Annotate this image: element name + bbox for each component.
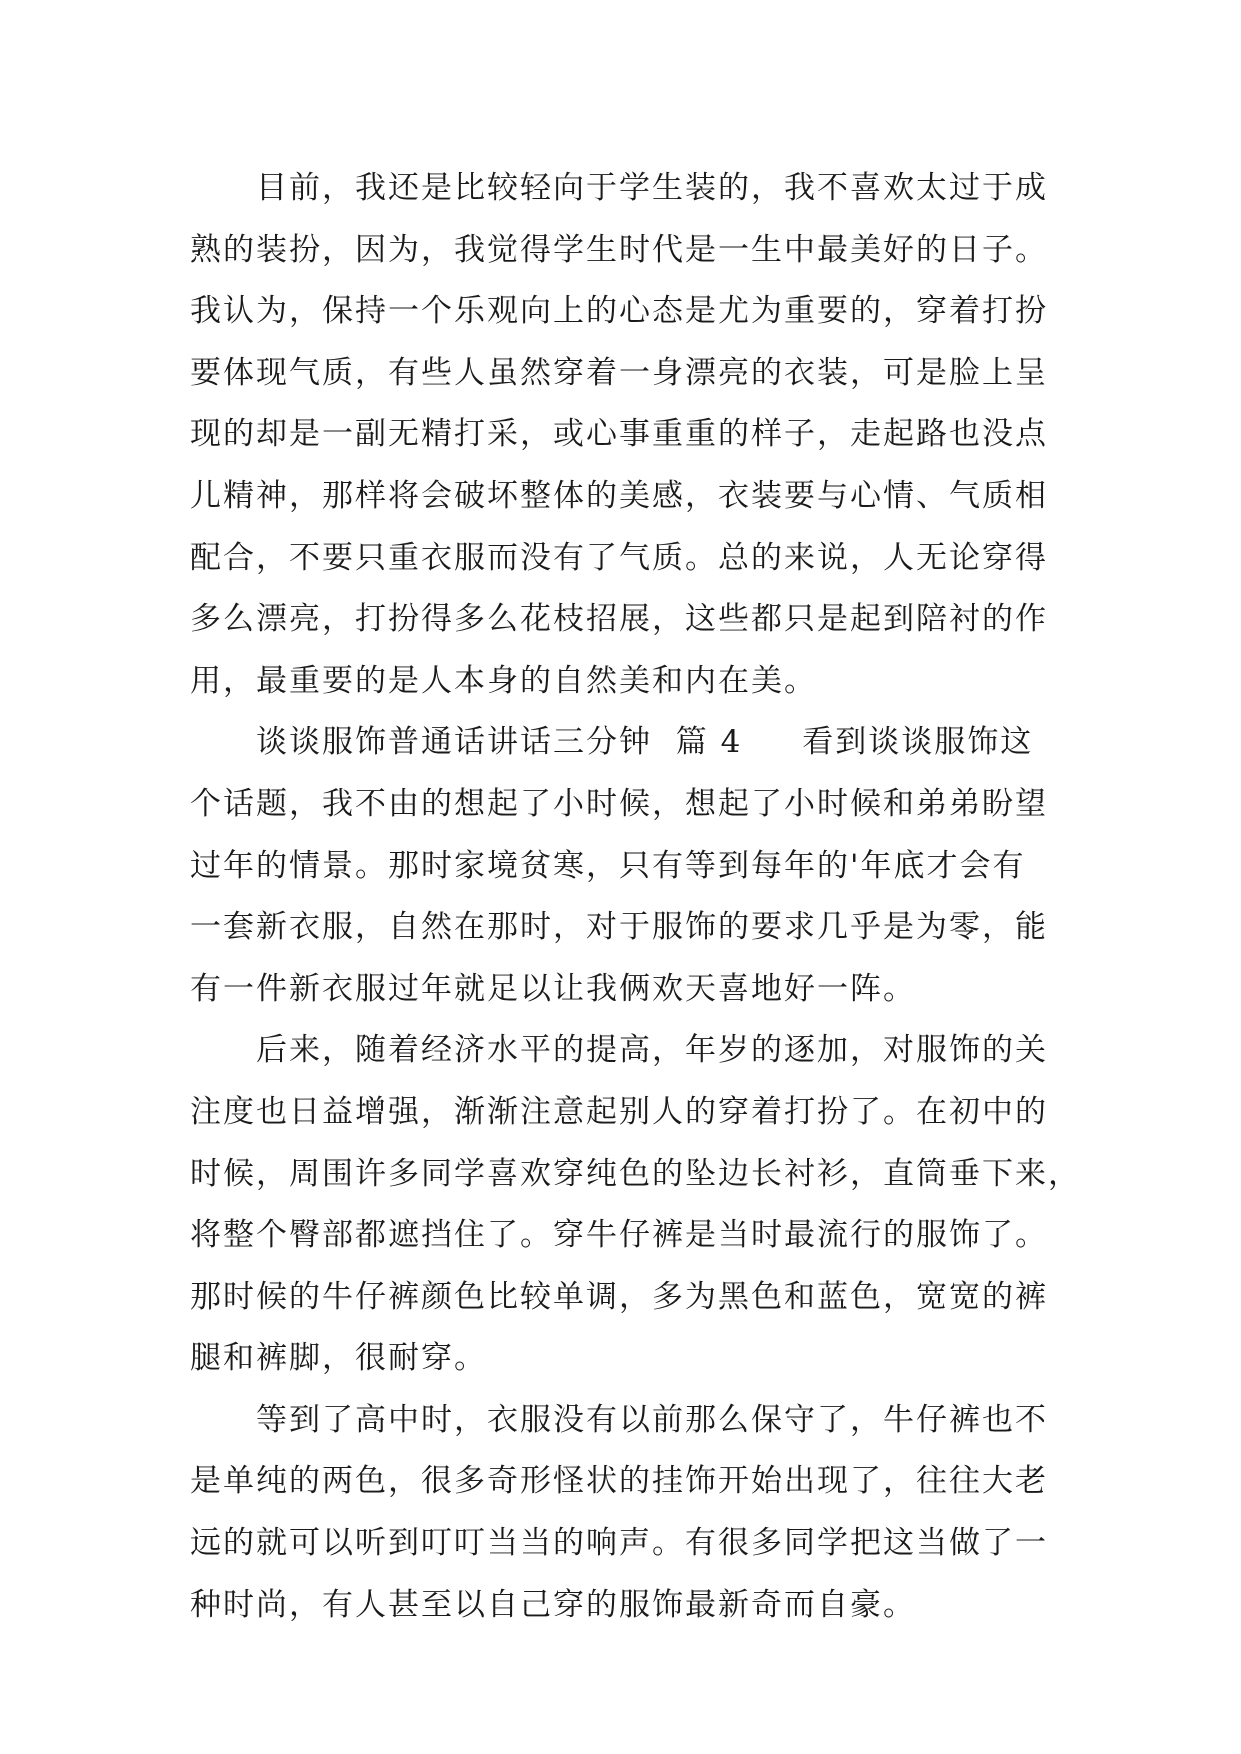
text-line: 有一件新衣服过年就足以让我俩欢天喜地好一阵。 (190, 970, 916, 1007)
text-line: 要体现气质，有些人虽然穿着一身漂亮的衣装，可是脸上呈 (190, 354, 1048, 391)
section-heading-number: 篇 4 (675, 724, 743, 761)
text-line: 后来，随着经济水平的提高，年岁的逐加，对服饰的关 (256, 1032, 1048, 1069)
text-line: 多么漂亮，打扮得多么花枝招展，这些都只是起到陪衬的作 (190, 601, 1048, 638)
text-line: 个话题，我不由的想起了小时候，想起了小时候和弟弟盼望 (190, 785, 1048, 822)
text-line: 熟的装扮，因为，我觉得学生时代是一生中最美好的日子。 (190, 231, 1048, 268)
text-line: 远的就可以听到叮叮当当的响声。有很多同学把这当做了一 (190, 1525, 1048, 1562)
text-line: 等到了高中时，衣服没有以前那么保守了，牛仔裤也不 (256, 1401, 1048, 1438)
text-line: 目前，我还是比较轻向于学生装的，我不喜欢太过于成 (256, 170, 1048, 206)
section-heading-title: 谈谈服饰普通话讲话三分钟 (256, 724, 652, 761)
text-line: 种时尚，有人甚至以自己穿的服饰最新奇而自豪。 (190, 1586, 916, 1623)
section-heading-line (190, 712, 1060, 774)
text-line: 过年的情景。那时家境贫寒，只有等到每年的'年底才会有 (190, 847, 1026, 884)
document-body (190, 158, 1081, 1636)
text-line: 配合，不要只重衣服而没有了气质。总的来说，人无论穿得 (190, 539, 1048, 576)
section-heading-tail: 看到谈谈服饰这 (802, 724, 1034, 761)
text-line: 是单纯的两色，很多奇形怪状的挂饰开始出现了，往往大老 (190, 1463, 1048, 1500)
text-line: 用，最重要的是人本身的自然美和内在美。 (190, 662, 817, 699)
text-line: 注度也日益增强，渐渐注意起别人的穿着打扮了。在初中的 (190, 1093, 1048, 1130)
text-line: 那时候的牛仔裤颜色比较单调，多为黑色和蓝色，宽宽的裤 (190, 1278, 1048, 1315)
text-line: 现的却是一副无精打采，或心事重重的样子，走起路也没点 (190, 416, 1048, 453)
text-line: 一套新衣服，自然在那时，对于服饰的要求几乎是为零，能 (190, 909, 1048, 946)
text-line: 腿和裤脚，很耐穿。 (190, 1340, 487, 1377)
text-line: 儿精神，那样将会破坏整体的美感，衣装要与心情、气质相 (190, 477, 1048, 514)
text-line: 时候，周围许多同学喜欢穿纯色的坠边长衬衫，直筒垂下来， (190, 1155, 1081, 1192)
text-line: 我认为，保持一个乐观向上的心态是尤为重要的，穿着打扮 (190, 293, 1048, 330)
text-line: 将整个臀部都遮挡住了。穿牛仔裤是当时最流行的服饰了。 (190, 1217, 1048, 1254)
